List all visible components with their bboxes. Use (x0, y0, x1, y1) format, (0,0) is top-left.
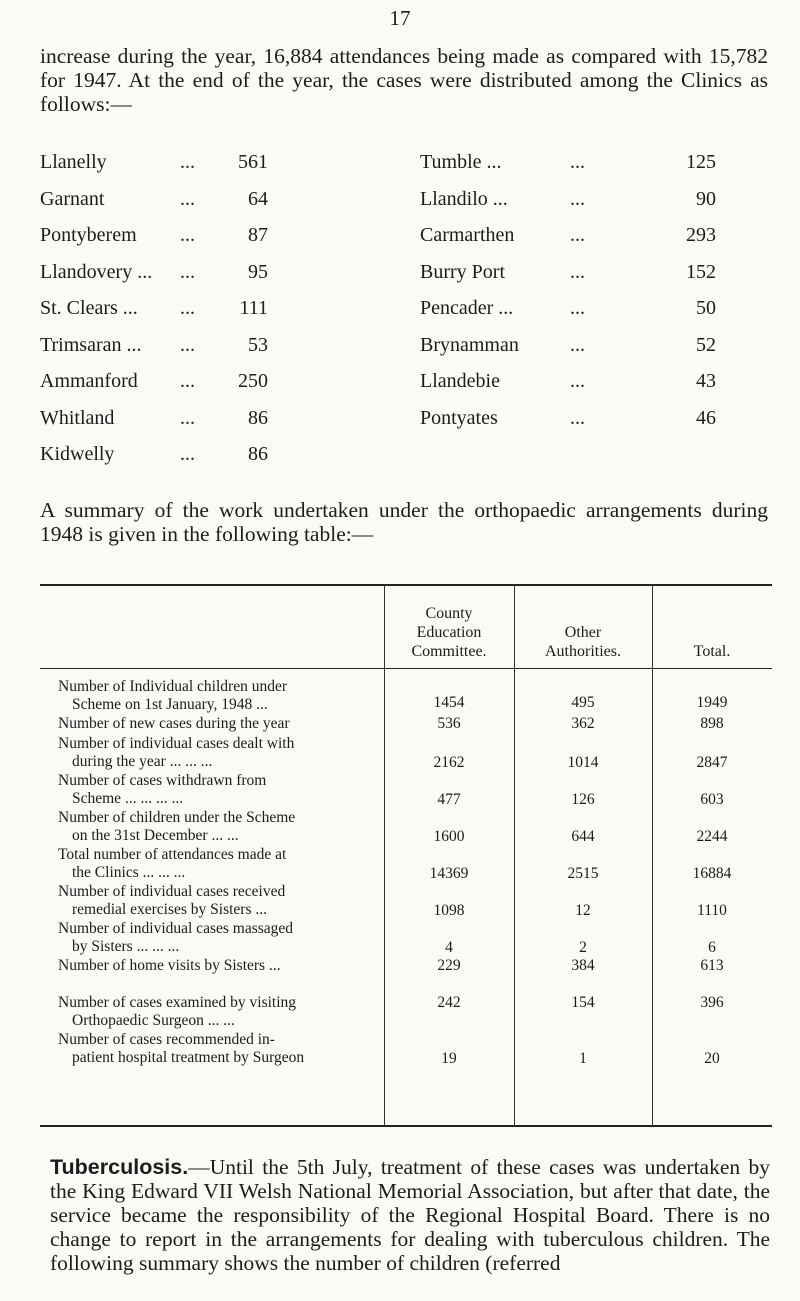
table-cell-county: 1098 (433, 902, 465, 919)
clinic-name: Kidwelly (40, 443, 115, 465)
row-label-line: Number of individual cases massaged (58, 920, 294, 937)
header-county-education (384, 604, 514, 661)
clinic-distribution-list (40, 150, 780, 480)
table-cell-county: 477 (437, 791, 461, 808)
clinic-name: Garnant (40, 187, 105, 210)
clinic-leader-dots: ... (570, 406, 585, 429)
table-row-label (58, 735, 378, 771)
table-cell-other: 2 (579, 939, 587, 956)
row-label-line: Orthopaedic Surgeon ... ... (72, 1012, 235, 1029)
clinic-row (420, 369, 760, 393)
table-row-label (58, 994, 378, 1030)
clinic-count: 46 (696, 406, 716, 429)
row-label-line: Number of individual cases received (58, 883, 286, 900)
row-label-line: on the 31st December ... ... (72, 827, 239, 844)
clinic-row (40, 333, 370, 357)
clinic-row (420, 187, 760, 211)
table-cell-total: 20 (704, 1050, 720, 1067)
clinic-row (40, 406, 370, 430)
clinic-row (420, 150, 760, 174)
summary-paragraph: A summary of the work undertaken under the orthopaedic arrangements during 1948 is given in the following table:— (40, 498, 768, 546)
table-cell-county: 1454 (433, 694, 465, 711)
clinic-leader-dots: ... (180, 297, 195, 319)
clinic-row (420, 333, 760, 357)
clinic-row (420, 223, 760, 247)
clinic-name: Pontyberem (40, 224, 137, 246)
table-cell-total: 396 (700, 994, 724, 1011)
clinic-row (420, 296, 760, 320)
clinic-row (420, 260, 760, 284)
clinic-name: Brynamman (420, 333, 519, 356)
table-row-label (58, 957, 378, 975)
row-label-line: Number of Individual children under (58, 678, 287, 695)
table-row-label (58, 809, 378, 845)
table-cell-county: 1600 (433, 828, 465, 845)
clinic-leader-dots: ... (180, 260, 195, 283)
clinic-leader-dots: ... (570, 224, 585, 246)
clinic-count: 86 (248, 406, 268, 429)
table-cell-other: 12 (575, 902, 591, 919)
table-cell-county: 2162 (433, 754, 465, 771)
tuberculosis-paragraph (50, 1155, 770, 1275)
clinic-count: 293 (686, 224, 716, 246)
row-label-line: Total number of attendances made at (58, 846, 287, 863)
table-cell-total: 2244 (696, 828, 728, 845)
row-label-line: Number of cases recommended in- (58, 1031, 275, 1048)
clinic-count: 125 (686, 151, 716, 173)
table-cell-total: 603 (700, 791, 724, 808)
row-label-line: patient hospital treatment by Surgeon (72, 1049, 305, 1066)
clinic-count: 90 (696, 187, 716, 210)
header-line: Other (564, 624, 602, 641)
clinic-count: 87 (248, 224, 268, 246)
clinic-leader-dots: ... (180, 443, 195, 465)
clinic-leader-dots: ... (180, 333, 195, 356)
clinic-name: Carmarthen (420, 224, 515, 246)
clinic-name: Pontyates (420, 406, 498, 429)
clinic-leader-dots: ... (570, 333, 585, 356)
clinic-count: 111 (239, 297, 268, 319)
clinic-name: St. Clears ... (40, 297, 138, 319)
clinic-count: 53 (248, 333, 268, 356)
header-line: Committee. (411, 643, 487, 660)
clinic-leader-dots: ... (180, 370, 195, 392)
table-cell-county: 536 (437, 715, 461, 732)
header-total: Total. (693, 643, 731, 660)
row-label-line: Scheme on 1st January, 1948 ... (72, 696, 268, 713)
row-label-line: by Sisters ... ... ... (72, 938, 180, 955)
table-rule-bottom (40, 1125, 772, 1127)
clinic-leader-dots: ... (570, 187, 585, 210)
table-row-label (58, 678, 378, 714)
table-cell-other: 384 (571, 957, 595, 974)
row-label-line: Number of cases withdrawn from (58, 772, 267, 789)
row-label-line: Number of cases examined by visiting (58, 994, 297, 1011)
clinic-row (40, 442, 370, 466)
clinic-row (40, 296, 370, 320)
table-cell-other: 362 (571, 715, 595, 732)
clinic-name: Llandovery ... (40, 260, 153, 283)
row-label-line: during the year ... ... ... (72, 753, 213, 770)
clinic-leader-dots: ... (180, 406, 195, 429)
row-label-line: the Clinics ... ... ... (72, 864, 186, 881)
clinic-count: 43 (696, 370, 716, 392)
table-row-label (58, 846, 378, 882)
row-label-line: Number of home visits by Sisters ... (58, 957, 281, 974)
table-cell-total: 6 (708, 939, 716, 956)
table-cell-other: 495 (571, 694, 595, 711)
row-label-line: Number of children under the Scheme (58, 809, 296, 826)
clinic-name: Llanelly (40, 151, 107, 173)
clinic-leader-dots: ... (180, 151, 195, 173)
table-cell-county: 19 (441, 1050, 457, 1067)
table-cell-other: 154 (571, 994, 595, 1011)
clinic-count: 152 (686, 260, 716, 283)
table-row-label (58, 883, 378, 919)
table-divider (514, 584, 515, 1125)
row-label-line: remedial exercises by Sisters ... (72, 901, 267, 918)
row-label-line: Number of individual cases dealt with (58, 735, 295, 752)
clinic-count: 86 (248, 443, 268, 465)
table-cell-county: 229 (437, 957, 461, 974)
table-cell-total: 898 (700, 715, 724, 732)
clinic-row (40, 223, 370, 247)
clinic-count: 250 (238, 370, 268, 392)
table-cell-county: 4 (445, 939, 453, 956)
table-row-label (58, 920, 378, 956)
clinic-count: 64 (248, 187, 268, 210)
clinic-leader-dots: ... (570, 370, 585, 392)
header-line: Authorities. (545, 643, 621, 660)
table-divider (384, 584, 385, 1125)
table-cell-total: 2847 (696, 754, 728, 771)
clinic-name: Whitland (40, 406, 115, 429)
tuberculosis-heading: Tuberculosis. (50, 1155, 189, 1179)
clinic-row (420, 406, 760, 430)
table-row-label (58, 772, 378, 808)
header-line: Education (416, 624, 482, 641)
clinic-row (40, 260, 370, 284)
table-cell-county: 242 (437, 994, 461, 1011)
header-line: County (425, 605, 473, 622)
table-cell-total: 613 (700, 957, 724, 974)
clinic-name: Ammanford (40, 370, 138, 392)
table-cell-total: 1110 (697, 902, 727, 919)
clinic-name: Tumble ... (420, 151, 502, 173)
clinic-leader-dots: ... (570, 297, 585, 319)
row-label-line: Scheme ... ... ... ... (72, 790, 184, 807)
clinic-row (40, 150, 370, 174)
table-cell-total: 1949 (696, 694, 728, 711)
header-other-authorities (514, 623, 652, 661)
table-cell-total: 16884 (692, 865, 732, 882)
row-label-line: Number of new cases during the year (58, 715, 290, 732)
clinic-name: Burry Port (420, 260, 505, 283)
table-rule-top (40, 584, 772, 586)
intro-paragraph: increase during the year, 16,884 attendances being made as compared with 15,782 for 1947. At the end of the year, the cases were distributed among the Clinics as follows:— (40, 44, 768, 116)
table-row-label (58, 1031, 378, 1067)
clinic-leader-dots: ... (180, 224, 195, 246)
table-cell-other: 1 (579, 1050, 587, 1067)
table-cell-county: 14369 (429, 865, 469, 882)
table-cell-other: 1014 (567, 754, 599, 771)
table-cell-other: 2515 (567, 865, 599, 882)
table-row-label (58, 715, 378, 733)
clinic-name: Trimsaran ... (40, 333, 142, 356)
table-cell-other: 644 (571, 828, 595, 845)
clinic-row (40, 369, 370, 393)
clinic-count: 50 (696, 297, 716, 319)
clinic-name: Llandilo ... (420, 187, 508, 210)
clinic-count: 95 (248, 260, 268, 283)
clinic-name: Llandebie (420, 370, 500, 392)
orthopaedic-summary-table (0, 574, 800, 1134)
table-cell-other: 126 (571, 791, 595, 808)
page-number: 17 (389, 6, 411, 30)
table-divider (652, 584, 653, 1125)
clinic-leader-dots: ... (570, 151, 585, 173)
tuberculosis-text: —Until the 5th July, treatment of these cases was undertaken by the King Edward VII Welsh National Memorial Association, but after that date, the service became the responsibility of the Regional Hospital Board. There is no change to report in the arrangements for dealing with tuberculous children. The following summary shows the number of children (referred (50, 1155, 770, 1275)
clinic-count: 561 (238, 151, 268, 173)
clinic-row (40, 187, 370, 211)
table-rule-header (40, 668, 772, 669)
clinic-leader-dots: ... (180, 187, 195, 210)
clinic-leader-dots: ... (570, 260, 585, 283)
clinic-count: 52 (696, 333, 716, 356)
clinic-name: Pencader ... (420, 297, 514, 319)
